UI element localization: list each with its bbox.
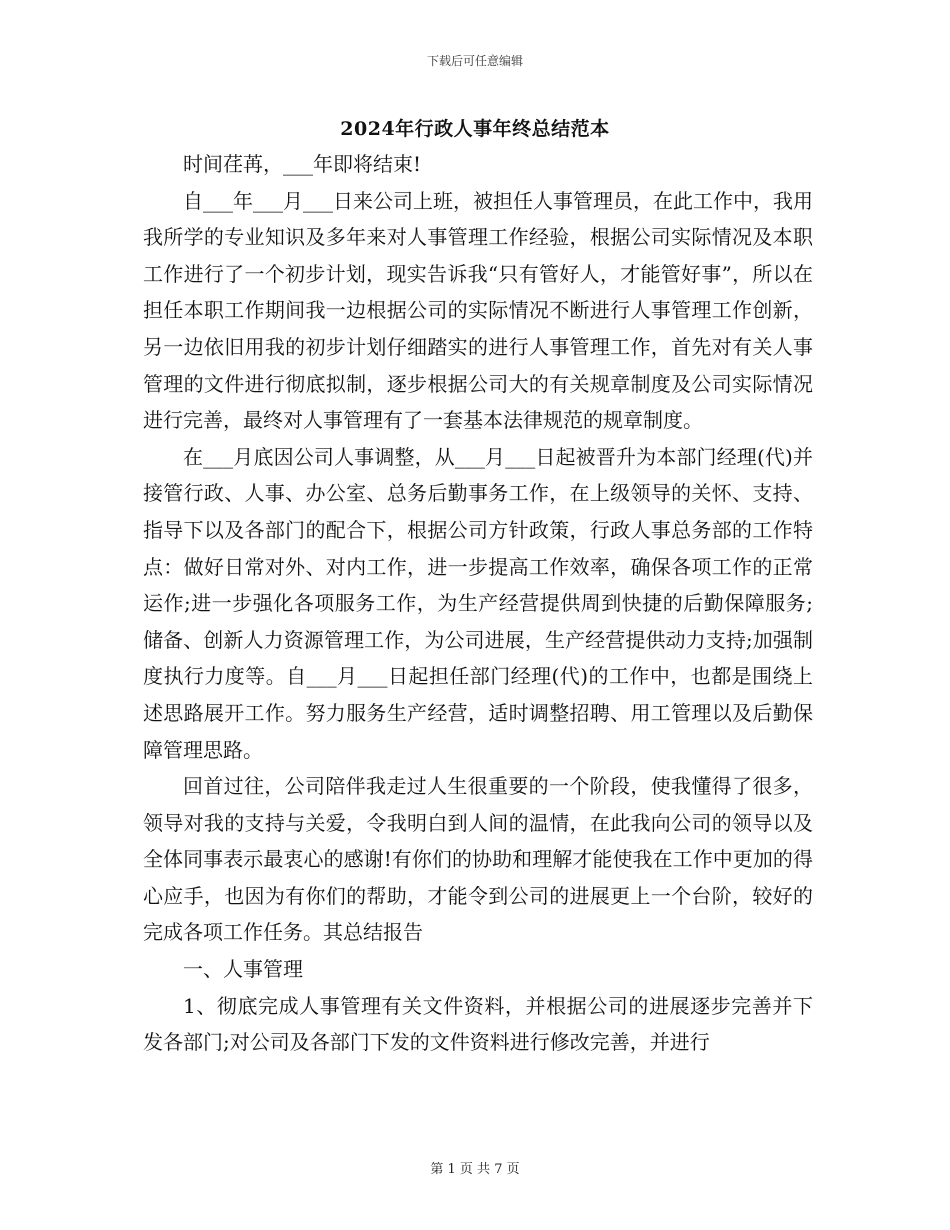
document-body (143, 146, 813, 1061)
document-title: 2024年行政人事年终总结范本 (340, 118, 610, 140)
header-note: 下载后可任意编辑 (426, 54, 523, 68)
paragraph-opening: 时间荏苒，___年即将结束! (183, 152, 422, 176)
paragraph-item-1: 1、彻底完成人事管理有关文件资料，并根据公司的进展逐步完善并下发各部门;对公司及各部门下发的文件资料进行修改完善，并进行 (143, 993, 813, 1055)
page-footer: 第 1 页 共 7 页 (430, 1162, 520, 1177)
paragraph-hr-admin-start: 自___年___月___日来公司上班，被担任人事管理员，在此工作中，我用我所学的专业知识及多年来对人事管理工作经验，根据公司实际情况及本职工作进行了一个初步计划，现实告诉我“只有管好人，才能管好事”，所以在担任本职工作期间我一边根据公司的实际情况不断进行人事管理工作创新，另一边依旧用我的初步计划仔细踏实的进行人事管理工作，首先对有关人事管理的文件进行彻底拟制，逐步根据公司大的有关规章制度及公司实际情况进行完善，最终对人事管理有了一套基本法律规范的规章制度。 (143, 188, 813, 433)
section-heading-hr-management: 一、人事管理 (183, 957, 303, 982)
paragraph-gratitude: 回首过往，公司陪伴我走过人生很重要的一个阶段，使我懂得了很多，领导对我的支持与关爱，令我明白到人间的温情，在此我向公司的领导以及全体同事表示最衷心的感谢!有你们的协助和理解才能使我在工作中更加的得心应手，也因为有你们的帮助，才能令到公司的进展更上一个台阶，较好的完成各项工作任务。其总结报告 (143, 774, 813, 945)
paragraph-promotion: 在___月底因公司人事调整，从___月___日起被晋升为本部门经理(代)并接管行政、人事、办公室、总务后勤事务工作，在上级领导的关怀、支持、指导下以及各部门的配合下，根据公司方针政策，行政人事总务部的工作特点：做好日常对外、对内工作，进一步提高工作效率，确保各项工作的正常运作;进一步强化各项服务工作，为生产经营提供周到快捷的后勤保障服务;储备、创新人力资源管理工作，为公司进展，生产经营提供动力支持;加强制度执行力度等。自___月___日起担任部门经理(代)的工作中，也都是围绕上述思路展开工作。努力服务生产经营，适时调整招聘、用工管理以及后勤保障管理思路。 (143, 444, 813, 762)
